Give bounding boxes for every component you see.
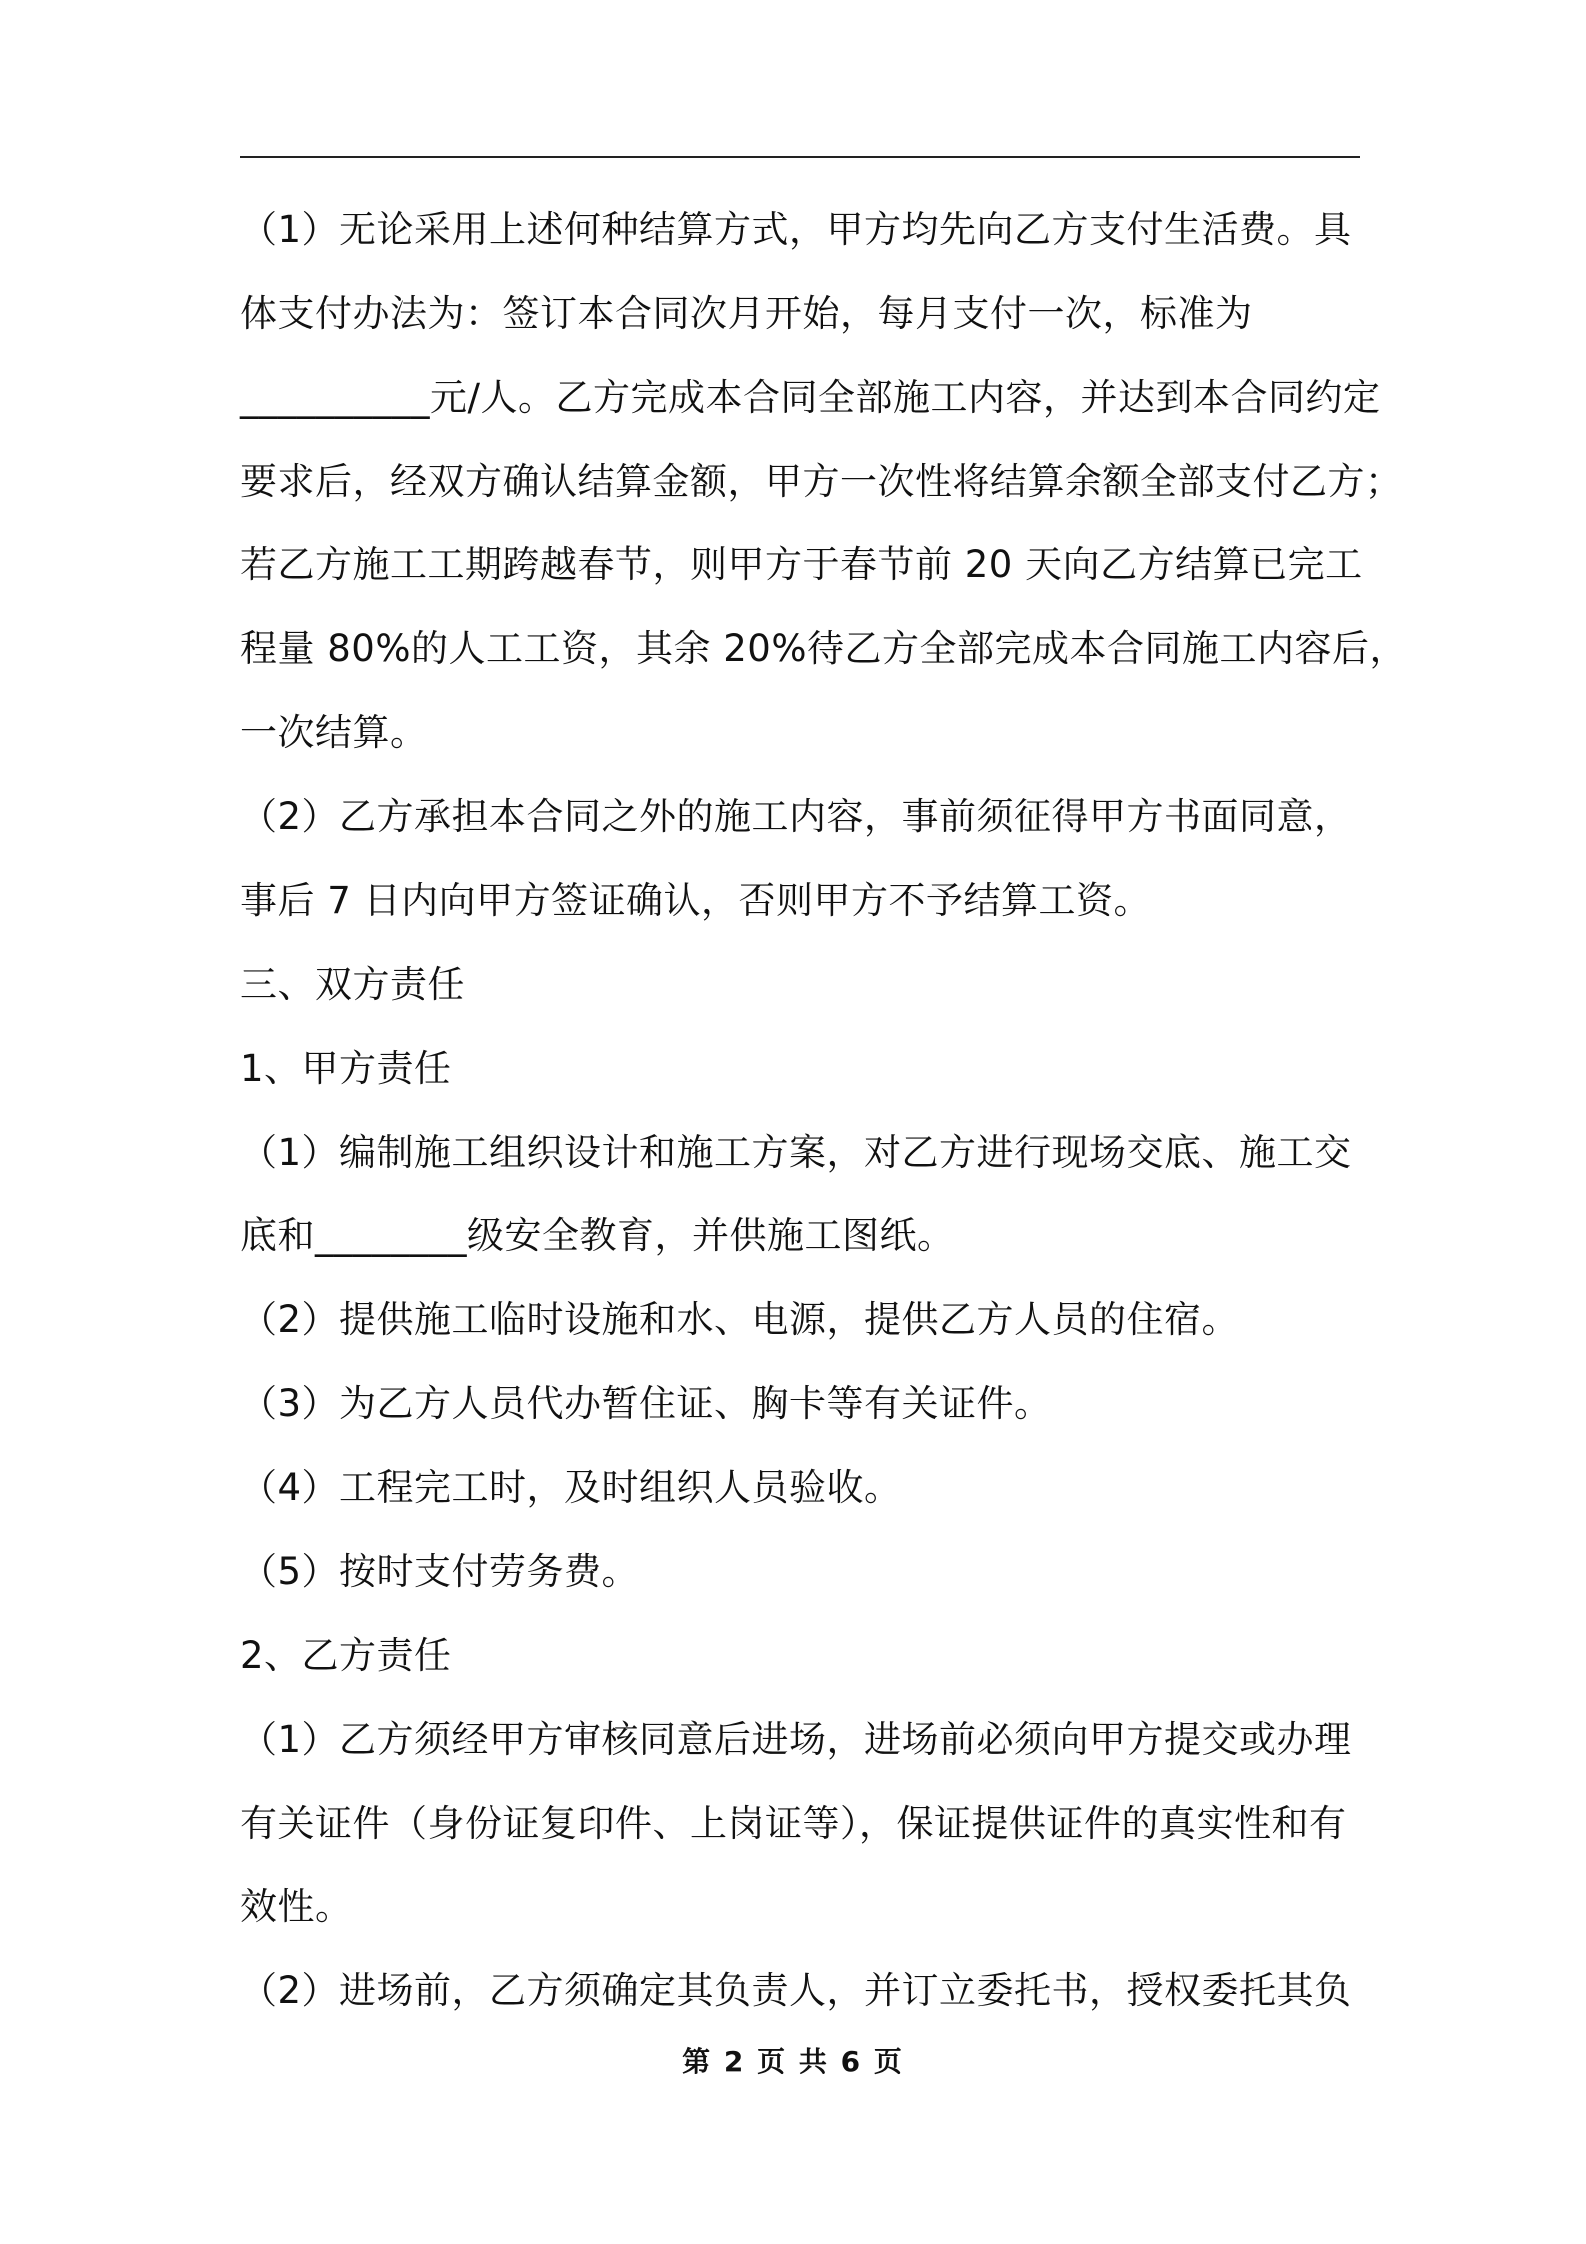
text-line: 有关证件（身份证复印件、上岗证等），保证提供证件的真实性和有 bbox=[240, 1802, 1347, 1845]
subsection-heading: 2、乙方责任 bbox=[240, 1634, 452, 1677]
text-line: 事后 7 日内向甲方签证确认，否则甲方不予结算工资。 bbox=[240, 879, 1152, 922]
text-line: （4）工程完工时，及时组织人员验收。 bbox=[240, 1466, 902, 1509]
text-line: 若乙方施工工期跨越春节，则甲方于春节前 20 天向乙方结算已完工 bbox=[240, 543, 1363, 586]
text-line: （2）进场前，乙方须确定其负责人，并订立委托书，授权委托其负 bbox=[240, 1969, 1352, 2012]
section-heading: 三、双方责任 bbox=[240, 963, 465, 1006]
text-line: 程量 80%的人工工资，其余 20%待乙方全部完成本合同施工内容后， bbox=[240, 627, 1407, 670]
subsection-heading: 1、甲方责任 bbox=[240, 1047, 452, 1090]
text-line: 要求后，经双方确认结算金额，甲方一次性将结算余额全部支付乙方； bbox=[240, 460, 1403, 503]
text-line: 底和________级安全教育，并供施工图纸。 bbox=[240, 1214, 955, 1257]
text-line: （1）乙方须经甲方审核同意后进场，进场前必须向甲方提交或办理 bbox=[240, 1718, 1352, 1761]
header-rule bbox=[240, 156, 1360, 158]
text-line: 一次结算。 bbox=[240, 711, 428, 754]
text-line: 效性。 bbox=[240, 1885, 353, 1928]
text-line: （1）编制施工组织设计和施工方案，对乙方进行现场交底、施工交 bbox=[240, 1131, 1352, 1174]
text-line: （3）为乙方人员代办暂住证、胸卡等有关证件。 bbox=[240, 1382, 1052, 1425]
text-line: （5）按时支付劳务费。 bbox=[240, 1550, 640, 1593]
text-line: （2）乙方承担本合同之外的施工内容，事前须征得甲方书面同意， bbox=[240, 795, 1352, 838]
text-line: 体支付办法为：签订本合同次月开始，每月支付一次，标准为 bbox=[240, 292, 1253, 335]
text-line: （1）无论采用上述何种结算方式，甲方均先向乙方支付生活费。具 bbox=[240, 208, 1352, 251]
page-number-footer: 第 2 页 共 6 页 bbox=[682, 2045, 904, 2078]
text-line: （2）提供施工临时设施和水、电源，提供乙方人员的住宿。 bbox=[240, 1298, 1240, 1341]
text-line: __________元/人。乙方完成本合同全部施工内容，并达到本合同约定 bbox=[240, 376, 1381, 419]
